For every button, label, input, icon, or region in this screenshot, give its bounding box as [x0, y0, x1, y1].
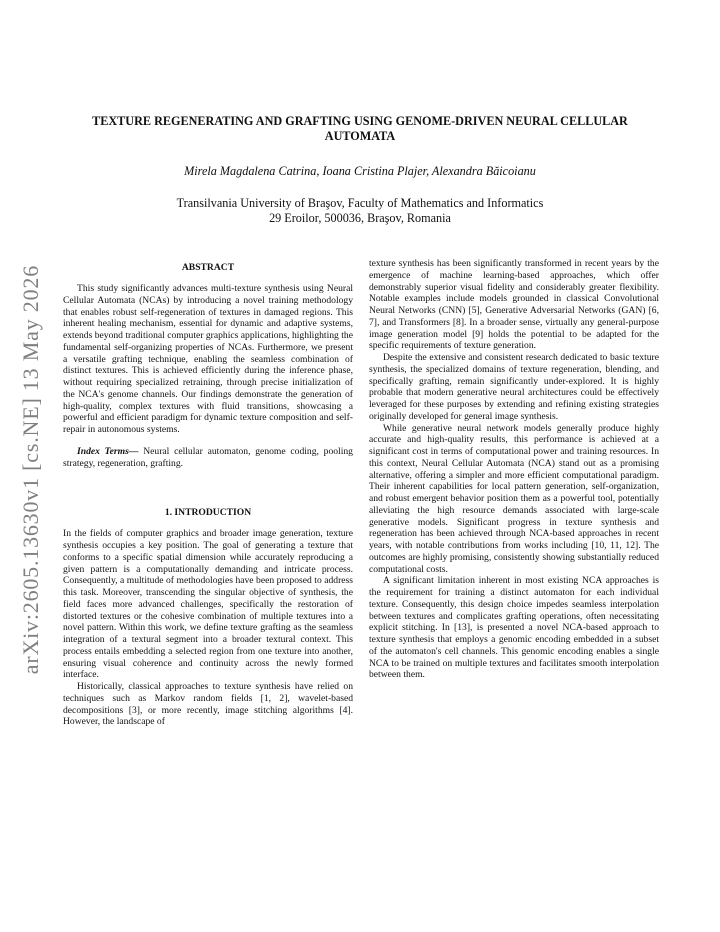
- arxiv-identifier-sidebar: [14, 255, 48, 685]
- affiliation: [60, 196, 660, 226]
- affiliation-line-1: Transilvania University of Braşov, Faculty of Mathematics and Informatics: [176, 196, 544, 210]
- introduction-heading: 1. INTRODUCTION: [164, 507, 252, 519]
- right-paragraph-1: texture synthesis has been significantly transformed in recent years by the emergence of machine learning-based approaches, which offer demonstrably superior visual fidelity and considerably greater flexibility. Notable examples include models grounded in classical Convolutional Neural Networks (CNN) [5], Generative Adversarial Networks (GAN) [6, 7], and Transformers [8]. In a broader sense, virtually any general-purpose image generation model [9] holds the potential to be adapted for the specific requirements of texture generation.: [369, 258, 659, 352]
- affiliation-line-2: 29 Eroilor, 500036, Braşov, Romania: [269, 211, 451, 225]
- right-paragraph-2: Despite the extensive and consistent research dedicated to basic texture synthesis, the specialized domains of texture regeneration, blending, and specifically grafting, remain significantly under-explored. It is highly probable that modern generative neural architectures could be effectively leveraged for these purposes by extending and refining existing strategies originally developed for general image synthesis.: [369, 352, 659, 422]
- right-paragraph-4: A significant limitation inherent in most existing NCA approaches is the requirement for training a distinct automaton for each individual texture. Consequently, this design choice impedes seamless interpolation between textures and complicates grafting operations, often necessitating explicit stitching. In [13], is presented a novel NCA-based approach to texture synthesis that employs a genomic encoding embedded in a subset of the automaton's cell channels. This genomic encoding enables a single NCA to be trained on multiple textures and facilitates smooth interpolation between them.: [369, 575, 659, 681]
- left-column: [63, 258, 353, 728]
- paper-authors: Mirela Magdalena Catrina, Ioana Cristina Plajer, Alexandra Băicoianu: [184, 164, 536, 178]
- arxiv-identifier: arXiv:2605.13630v1 [cs.NE] 13 May 2026: [18, 265, 43, 675]
- abstract-heading: ABSTRACT: [181, 262, 235, 273]
- index-terms-label: Index Terms—: [77, 445, 139, 457]
- intro-paragraph-2: Historically, classical approaches to texture synthesis have relied on techniques such as Markov random fields [1, 2], wavelet-based decompositions [3], or more recently, image stitching algorithms [4]. However, the landscape of: [63, 681, 353, 728]
- right-column: [369, 258, 659, 681]
- paper-title: TEXTURE REGENERATING AND GRAFTING USING GENOME-DRIVEN NEURAL CELLULAR AUTOMATA: [92, 114, 628, 143]
- index-terms: [63, 446, 353, 470]
- index-terms-text: Neural cellular automaton, genome coding, pooling strategy, regeneration, grafting.: [63, 445, 353, 469]
- intro-paragraph-1: In the fields of computer graphics and broader image generation, texture synthesis occupies a key position. The goal of generating a texture that conforms to a specific spatial dimension while accurately reproducing a given pattern is a computationally demanding and intricate process. Consequently, a multitude of methodologies have been proposed to address this task. Moreover, transcending the singular objective of synthesis, the field faces more advanced challenges, specifically the restoration of distorted textures or the cohesive combination of multiple textures into a novel pattern. Within this work, we define texture grafting as the seamless integration of a textural segment into a broader textural context. This process entails embedding a selected region from one texture into another, ensuring visual coherence and continuity across the newly formed interface.: [63, 528, 353, 681]
- abstract-text: This study significantly advances multi-texture synthesis using Neural Cellular Automata (NCAs) by introducing a novel training methodology that enables robust self-regeneration of textures in damaged regions. This inherent healing mechanism, essential for dynamic and adaptive systems, extends beyond traditional computer graphics applications, highlighting the fundamental self-organizing properties of NCAs. Furthermore, we present a versatile grafting technique, enabling the seamless combination of distinct textures. This is achieved efficiently during the inference phase, without requiring specialized retraining, through precise initialization of the NCA's genome channels. Our findings demonstrate the generation of high-quality, complex textures with fluid transitions, showcasing a powerful and efficient paradigm for dynamic texture composition and self-repair in autonomous systems.: [63, 283, 353, 435]
- right-paragraph-3: While generative neural network models generally produce highly accurate and high-quality results, this performance is achieved at a significant cost in terms of computational power and training resources. In this context, Neural Cellular Automata (NCA) stand out as a promising alternative, offering a simpler and more efficient computational paradigm. Their inherent capabilities for local pattern generation, self-organization, and robust emergent behavior position them as a powerful tool, potentially alleviating the high resource demands associated with large-scale generative models. Significant progress in texture synthesis and regeneration has been achieved through NCA-based approaches in recent years, with notable contributions from works including [10, 11, 12]. The outcomes are highly promising, consistently showing substantially reduced computational costs.: [369, 422, 659, 575]
